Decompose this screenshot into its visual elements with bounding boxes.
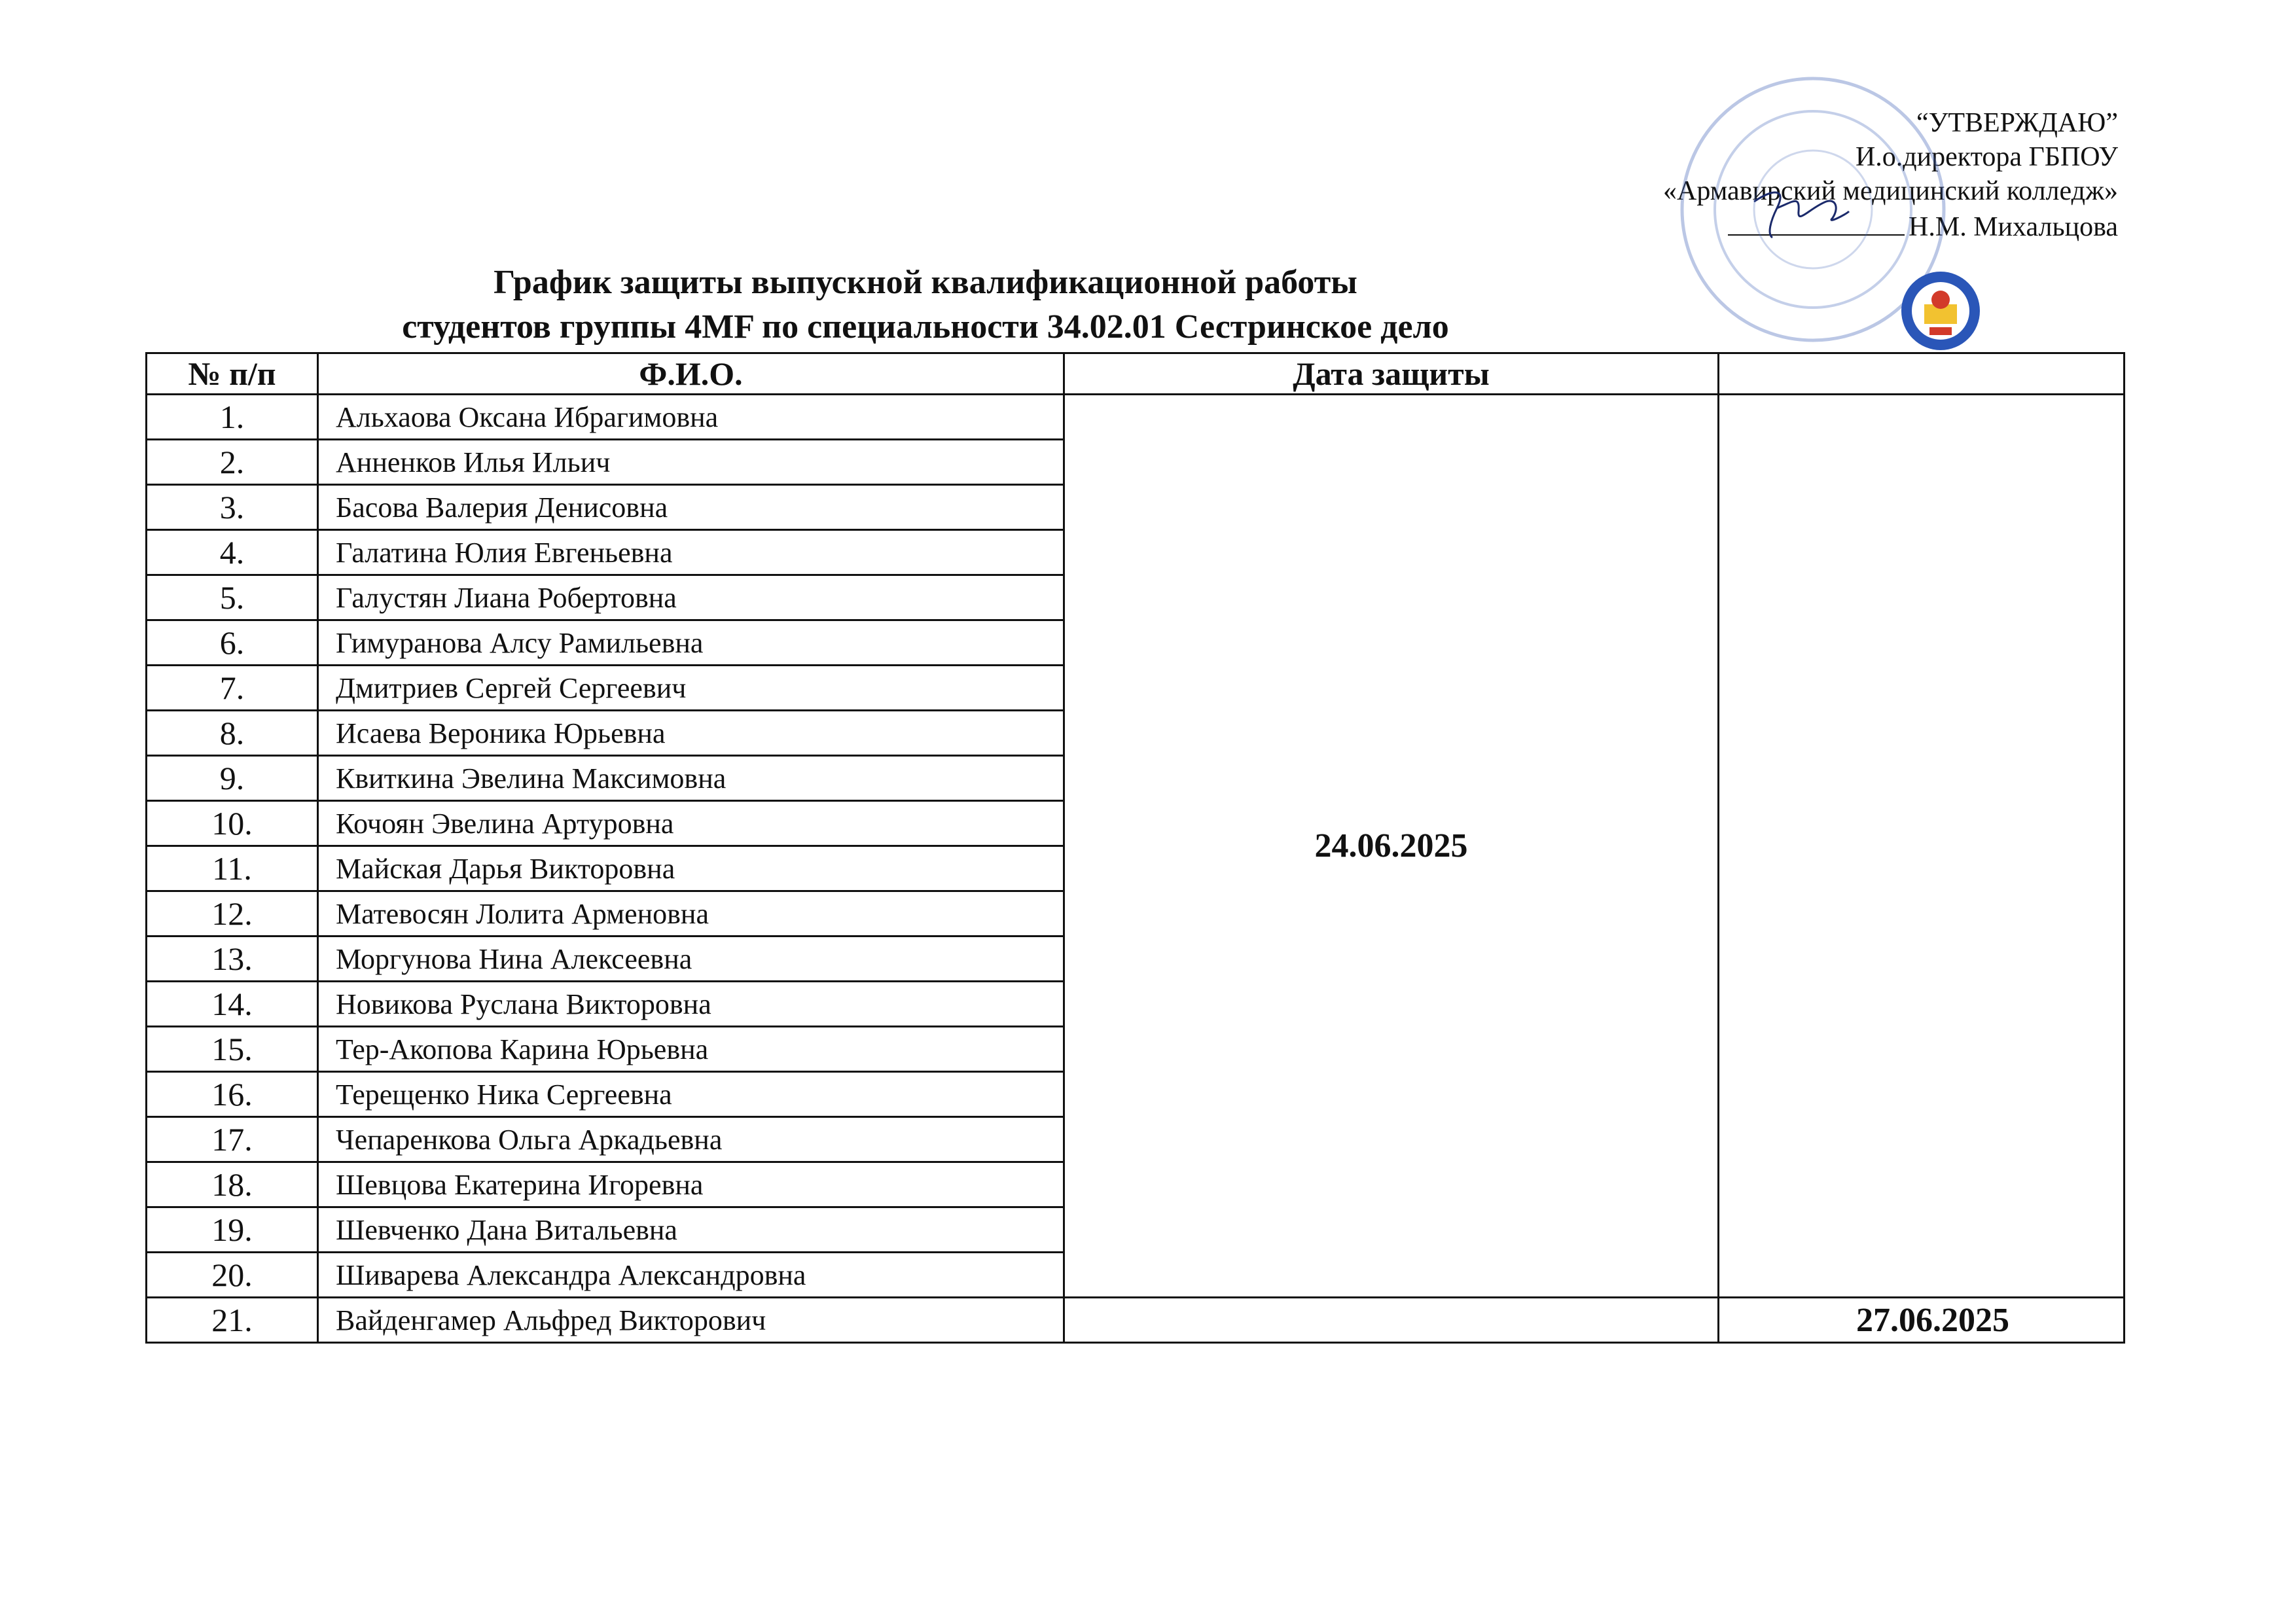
table-row bbox=[147, 395, 2125, 440]
student-name: Моргунова Нина Алексеевна bbox=[318, 936, 1064, 982]
header-extra bbox=[1719, 353, 2125, 395]
row-number: 6. bbox=[147, 620, 318, 666]
student-name: Майская Дарья Викторовна bbox=[318, 846, 1064, 891]
student-name: Терещенко Ника Сергеевна bbox=[318, 1072, 1064, 1117]
defense-date-group-1: 24.06.2025 bbox=[1064, 395, 1719, 1298]
row-number: 1. bbox=[147, 395, 318, 440]
row-number: 12. bbox=[147, 891, 318, 936]
defense-schedule-table bbox=[145, 352, 2125, 1344]
student-name: Чепаренкова Ольга Аркадьевна bbox=[318, 1117, 1064, 1162]
student-name: Басова Валерия Денисовна bbox=[318, 485, 1064, 530]
empty-date-cell bbox=[1064, 1298, 1719, 1343]
student-name: Дмитриев Сергей Сергеевич bbox=[318, 666, 1064, 711]
row-number: 3. bbox=[147, 485, 318, 530]
row-number: 5. bbox=[147, 575, 318, 620]
row-number: 11. bbox=[147, 846, 318, 891]
header-number: № п/п bbox=[147, 353, 318, 395]
row-number: 10. bbox=[147, 801, 318, 846]
document-title bbox=[0, 260, 2296, 349]
row-number: 15. bbox=[147, 1027, 318, 1072]
student-name: Новикова Руслана Викторовна bbox=[318, 982, 1064, 1027]
student-name: Шиварева Александра Александровна bbox=[318, 1253, 1064, 1298]
student-name: Вайденгамер Альфред Викторович bbox=[318, 1298, 1064, 1343]
student-name: Гимуранова Алсу Рамильевна bbox=[318, 620, 1064, 666]
row-number: 9. bbox=[147, 756, 318, 801]
student-name: Исаева Вероника Юрьевна bbox=[318, 711, 1064, 756]
student-name: Шевцова Екатерина Игоревна bbox=[318, 1162, 1064, 1207]
student-name: Кочоян Эвелина Артуровна bbox=[318, 801, 1064, 846]
row-number: 4. bbox=[147, 530, 318, 575]
student-name: Матевосян Лолита Арменовна bbox=[318, 891, 1064, 936]
title-line-2: студентов группы 4MF по специальности 34.02.01 Сестринское дело bbox=[402, 308, 1449, 346]
student-name: Тер-Акопова Карина Юрьевна bbox=[318, 1027, 1064, 1072]
row-number: 8. bbox=[147, 711, 318, 756]
defense-date-group-2: 27.06.2025 bbox=[1719, 1298, 2125, 1343]
title-line-1: График защиты выпускной квалификационной работы bbox=[493, 264, 1357, 301]
approval-position: И.о.директора ГБПОУ bbox=[1855, 142, 2118, 172]
student-name: Альхаова Оксана Ибрагимовна bbox=[318, 395, 1064, 440]
empty-cell-group-1 bbox=[1719, 395, 2125, 1298]
table-row bbox=[147, 1298, 2125, 1343]
row-number: 20. bbox=[147, 1253, 318, 1298]
student-name: Галустян Лиана Робертовна bbox=[318, 575, 1064, 620]
row-number: 18. bbox=[147, 1162, 318, 1207]
table-header-row bbox=[147, 353, 2125, 395]
row-number: 14. bbox=[147, 982, 318, 1027]
student-name: Галатина Юлия Евгеньевна bbox=[318, 530, 1064, 575]
row-number: 19. bbox=[147, 1207, 318, 1253]
header-full-name: Ф.И.О. bbox=[318, 353, 1064, 395]
row-number: 16. bbox=[147, 1072, 318, 1117]
approval-heading: “УТВЕРЖДАЮ” bbox=[1916, 108, 2118, 138]
student-name: Анненков Илья Ильич bbox=[318, 440, 1064, 485]
row-number: 21. bbox=[147, 1298, 318, 1343]
header-defense-date: Дата защиты bbox=[1064, 353, 1719, 395]
row-number: 7. bbox=[147, 666, 318, 711]
approval-organization: «Армавирский медицинский колледж» bbox=[1663, 176, 2118, 206]
student-name: Квиткина Эвелина Максимовна bbox=[318, 756, 1064, 801]
row-number: 17. bbox=[147, 1117, 318, 1162]
row-number: 13. bbox=[147, 936, 318, 982]
approval-signer: Н.М. Михальцова bbox=[1909, 212, 2118, 242]
student-name: Шевченко Дана Витальевна bbox=[318, 1207, 1064, 1253]
row-number: 2. bbox=[147, 440, 318, 485]
